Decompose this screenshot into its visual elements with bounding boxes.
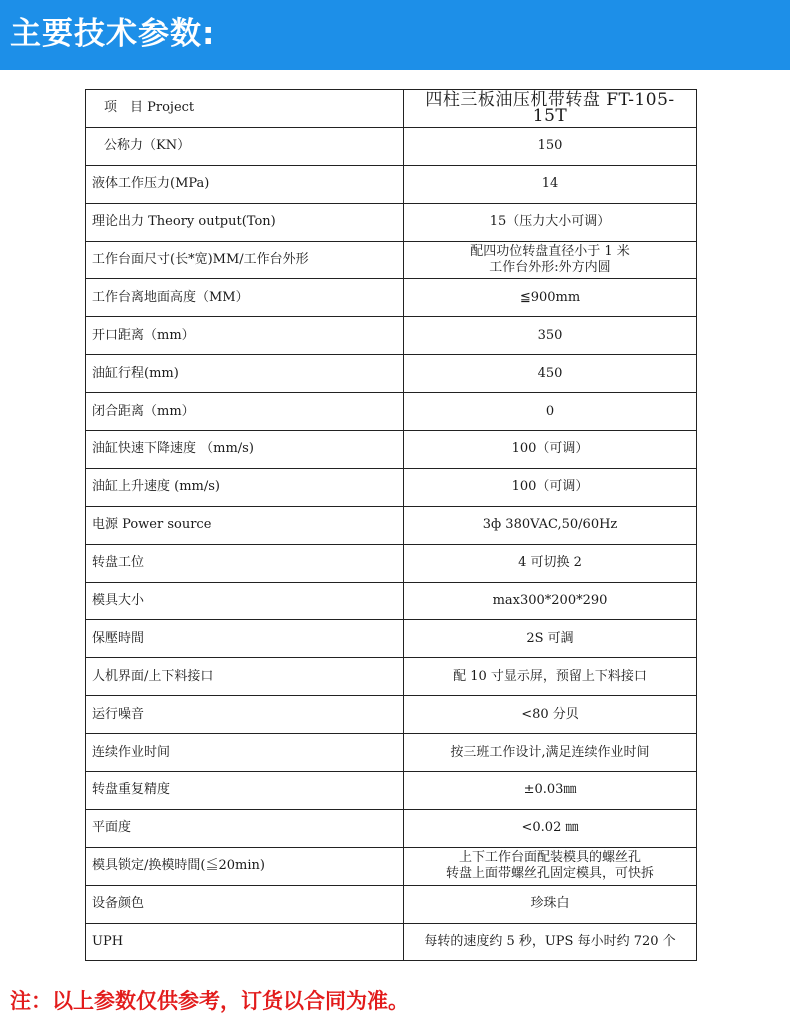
row-label: 油缸上升速度 (mm/s) <box>86 468 404 506</box>
row-label: 公称力（KN） <box>86 127 404 165</box>
row-label: 油缸行程(mm) <box>86 355 404 393</box>
spec-table <box>85 89 697 961</box>
row-value: 配 10 寸显示屏，预留上下料接口 <box>404 658 697 696</box>
row-value: ±0.03㎜ <box>404 772 697 810</box>
row-value: 0 <box>404 393 697 431</box>
row-label: 平面度 <box>86 809 404 847</box>
row-value: 450 <box>404 355 697 393</box>
row-label: 油缸快速下降速度 （mm/s) <box>86 431 404 469</box>
row-label: 工作台面尺寸(长*宽)MM/工作台外形 <box>86 241 404 279</box>
table-row <box>86 393 697 431</box>
row-value: 15（压力大小可调） <box>404 203 697 241</box>
row-value: 4 可切换 2 <box>404 544 697 582</box>
title-banner <box>0 0 790 70</box>
table-row <box>86 658 697 696</box>
row-label: 设备颜色 <box>86 885 404 923</box>
row-label: 转盘重复精度 <box>86 772 404 810</box>
row-value: 配四功位转盘直径小于 1 米 工作台外形:外方内圆 <box>404 241 697 279</box>
table-row <box>86 468 697 506</box>
row-value: 100（可调） <box>404 468 697 506</box>
row-label: 运行噪音 <box>86 696 404 734</box>
table-row <box>86 544 697 582</box>
row-label: UPH <box>86 923 404 961</box>
table-row <box>86 582 697 620</box>
row-label: 工作台离地面高度（MM） <box>86 279 404 317</box>
row-value: 14 <box>404 165 697 203</box>
row-label: 模具锁定/换模時間(≦20min) <box>86 847 404 885</box>
row-value: 3ф 380VAC,50/60Hz <box>404 506 697 544</box>
row-value: <0.02 ㎜ <box>404 809 697 847</box>
page-title: 主要技术参数: <box>10 16 216 52</box>
header-label-cell: 项 目 Project <box>86 90 404 128</box>
row-label: 连续作业时间 <box>86 734 404 772</box>
row-label: 模具大小 <box>86 582 404 620</box>
table-row <box>86 127 697 165</box>
table-row <box>86 431 697 469</box>
table-row <box>86 279 697 317</box>
row-label: 理论出力 Theory output(Ton) <box>86 203 404 241</box>
row-label: 闭合距离（mm） <box>86 393 404 431</box>
table-row <box>86 241 697 279</box>
table-row <box>86 847 697 885</box>
row-value: ≦900mm <box>404 279 697 317</box>
row-label: 开口距离（mm） <box>86 317 404 355</box>
table-row <box>86 809 697 847</box>
table-header-row <box>86 90 697 128</box>
table-row <box>86 620 697 658</box>
row-label: 保壓時間 <box>86 620 404 658</box>
row-value: <80 分贝 <box>404 696 697 734</box>
table-row <box>86 772 697 810</box>
row-label: 人机界面/上下料接口 <box>86 658 404 696</box>
header-model-cell: 四柱三板油压机带转盘 FT-105-15T <box>404 90 697 128</box>
row-label: 电源 Power source <box>86 506 404 544</box>
row-value: 100（可调） <box>404 431 697 469</box>
row-value: 珍珠白 <box>404 885 697 923</box>
disclaimer-note: 注：以上参数仅供参考，订货以合同为准。 <box>10 989 409 1013</box>
row-value: 每转的速度约 5 秒，UPS 每小时约 720 个 <box>404 923 697 961</box>
row-value: 2S 可調 <box>404 620 697 658</box>
table-row <box>86 506 697 544</box>
row-label: 液体工作压力(MPa) <box>86 165 404 203</box>
table-row <box>86 885 697 923</box>
row-value: 按三班工作设计,满足连续作业时间 <box>404 734 697 772</box>
table-row <box>86 317 697 355</box>
row-value: max300*200*290 <box>404 582 697 620</box>
table-row <box>86 734 697 772</box>
table-row <box>86 696 697 734</box>
row-value: 上下工作台面配装模具的螺丝孔 转盘上面带螺丝孔固定模具，可快拆 <box>404 847 697 885</box>
row-label: 转盘工位 <box>86 544 404 582</box>
table-row <box>86 203 697 241</box>
row-value: 150 <box>404 127 697 165</box>
table-row <box>86 355 697 393</box>
table-row <box>86 923 697 961</box>
table-row <box>86 165 697 203</box>
row-value: 350 <box>404 317 697 355</box>
